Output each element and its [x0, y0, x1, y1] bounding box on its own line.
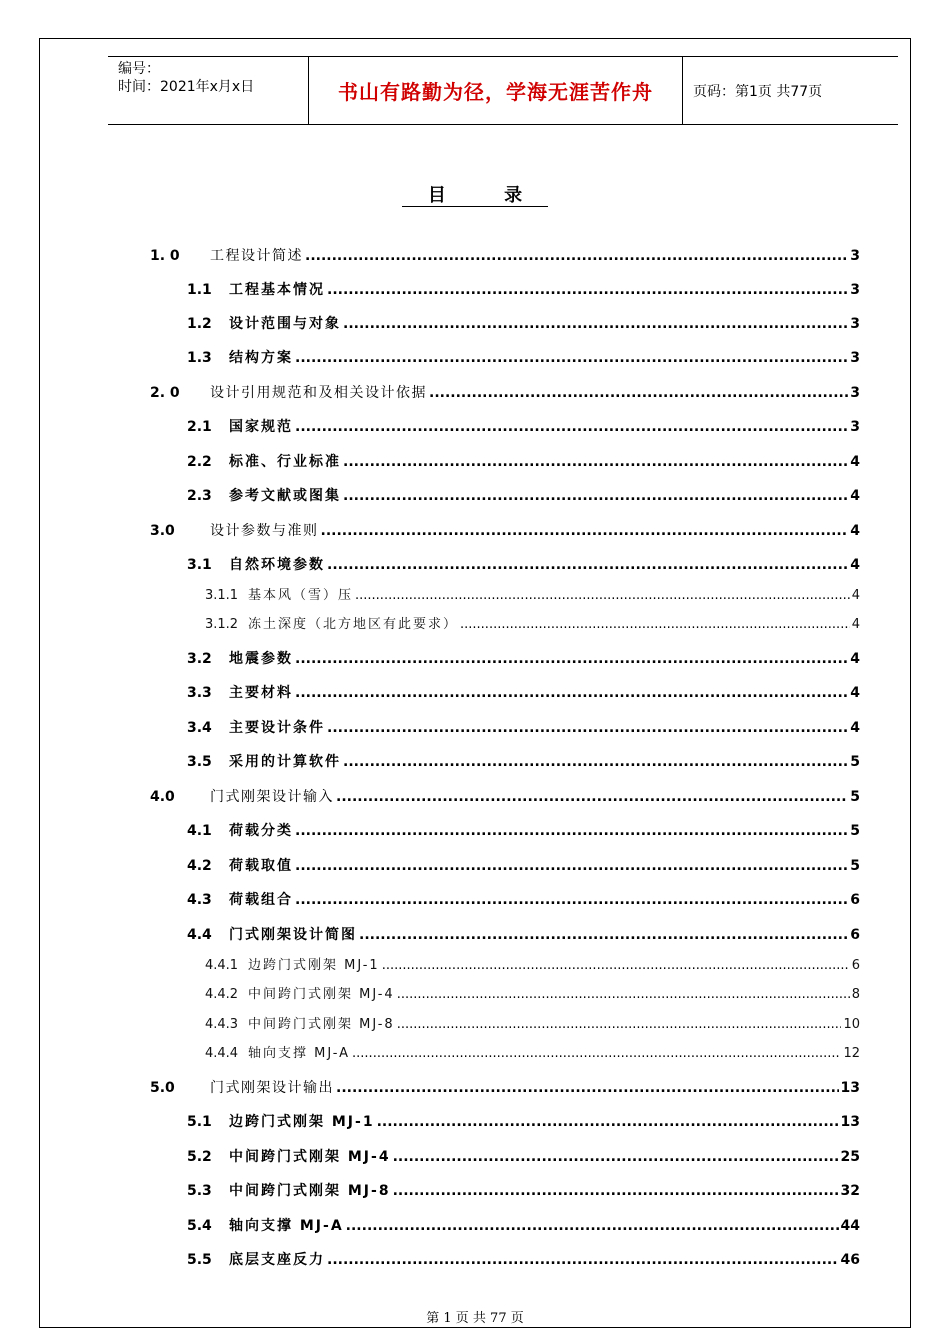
toc-leader — [359, 927, 848, 943]
toc-heading: 冻土深度（北方地区有此要求） — [248, 617, 459, 632]
toc-leader — [295, 685, 848, 701]
toc-leader — [393, 1149, 839, 1165]
toc-entry[interactable] — [150, 751, 860, 771]
toc-entry[interactable] — [150, 855, 860, 875]
toc-page: 4 — [851, 617, 860, 632]
toc-leader — [295, 892, 848, 908]
toc-entry[interactable] — [150, 451, 860, 471]
toc-heading: 中间跨门式刚架 MJ-4 — [248, 987, 395, 1002]
toc-leader — [397, 1017, 842, 1032]
toc-page: 4 — [850, 557, 860, 573]
toc-leader — [382, 958, 850, 973]
toc-entry[interactable] — [150, 648, 860, 668]
toc-heading: 轴向支撑 MJ-A — [248, 1046, 351, 1061]
toc-number: 2.3 — [187, 488, 212, 504]
toc-number: 2. 0 — [150, 385, 180, 401]
toc-page: 3 — [850, 316, 860, 332]
toc-entry[interactable] — [150, 520, 860, 540]
toc-heading: 设计参数与准则 — [210, 523, 319, 539]
toc-page: 4 — [850, 651, 860, 667]
toc-entry[interactable] — [150, 1111, 860, 1131]
toc-entry[interactable] — [150, 313, 860, 333]
toc-number: 3.3 — [187, 685, 212, 701]
toc-page: 5 — [850, 789, 860, 805]
toc-heading: 标准、行业标准 — [229, 454, 341, 470]
toc-entry[interactable] — [150, 245, 860, 265]
number-label: 编号： — [118, 61, 160, 77]
toc-page: 4 — [850, 720, 860, 736]
toc-title-text: 目 录 — [402, 185, 548, 207]
toc-number: 5.5 — [187, 1252, 212, 1268]
header-page-cell — [683, 57, 898, 124]
toc-number: 5.0 — [150, 1080, 175, 1096]
toc-page: 3 — [850, 248, 860, 264]
toc-leader — [327, 557, 848, 573]
toc-entry[interactable] — [150, 717, 860, 737]
toc-number: 3.2 — [187, 651, 212, 667]
toc-leader — [393, 1183, 839, 1199]
toc-entry[interactable] — [150, 954, 860, 973]
toc-page: 3 — [850, 282, 860, 298]
toc-page: 10 — [843, 1017, 860, 1032]
toc-number: 4.4.2 — [205, 987, 239, 1002]
toc-page: 8 — [851, 987, 860, 1002]
toc-heading: 荷载组合 — [229, 892, 293, 908]
toc-number: 2.2 — [187, 454, 212, 470]
toc-leader — [305, 248, 848, 264]
toc-page: 46 — [840, 1252, 860, 1268]
toc-number: 3.4 — [187, 720, 212, 736]
toc-number: 1.3 — [187, 350, 212, 366]
toc-leader — [429, 385, 848, 401]
toc-leader — [346, 1218, 839, 1234]
toc-entry[interactable] — [150, 382, 860, 402]
toc-heading: 门式刚架设计简图 — [229, 927, 357, 943]
toc-page: 13 — [840, 1114, 860, 1130]
header-motto-cell — [309, 57, 683, 124]
page-info: 页码：第1页 共77页 — [693, 83, 823, 100]
toc-page: 44 — [840, 1218, 860, 1234]
toc-entry[interactable] — [150, 613, 860, 632]
toc-page: 6 — [850, 927, 860, 943]
toc-number: 3.1 — [187, 557, 212, 573]
toc-heading: 设计引用规范和及相关设计依据 — [210, 385, 427, 401]
toc-number: 2.1 — [187, 419, 212, 435]
toc-entry[interactable] — [150, 1215, 860, 1235]
toc-number: 1. 0 — [150, 248, 180, 264]
toc-leader — [327, 720, 848, 736]
toc-page: 12 — [843, 1046, 860, 1061]
toc-heading: 基本风（雪）压 — [248, 588, 354, 603]
toc-page: 13 — [840, 1080, 860, 1096]
toc-page: 6 — [851, 958, 860, 973]
toc-entry[interactable] — [150, 1180, 860, 1200]
toc-entry[interactable] — [150, 485, 860, 505]
toc-heading: 中间跨门式刚架 MJ-4 — [229, 1149, 391, 1165]
toc-page: 5 — [850, 823, 860, 839]
toc-entry[interactable] — [150, 1042, 860, 1061]
toc-number: 4.4 — [187, 927, 212, 943]
toc-page: 3 — [850, 419, 860, 435]
toc-leader — [352, 1046, 841, 1061]
toc-entry[interactable] — [150, 889, 860, 909]
toc-number: 3.0 — [150, 523, 175, 539]
toc-leader — [321, 523, 849, 539]
toc-entry[interactable] — [150, 279, 860, 299]
toc-heading: 国家规范 — [229, 419, 293, 435]
toc-heading: 轴向支撑 MJ-A — [229, 1218, 344, 1234]
toc-page: 4 — [850, 454, 860, 470]
toc-number: 4.4.1 — [205, 958, 239, 973]
toc-page: 4 — [851, 588, 860, 603]
toc-entry[interactable] — [150, 820, 860, 840]
toc-number: 4.2 — [187, 858, 212, 874]
toc-leader — [343, 754, 848, 770]
toc-heading: 边跨门式刚架 MJ-1 — [229, 1114, 375, 1130]
toc-entry[interactable] — [150, 786, 860, 806]
toc-page: 5 — [850, 858, 860, 874]
toc-entry[interactable] — [150, 1077, 860, 1097]
toc-heading: 工程设计简述 — [210, 248, 303, 264]
page-header — [108, 56, 898, 125]
toc-leader — [355, 588, 850, 603]
toc-leader — [295, 350, 848, 366]
toc-entry[interactable] — [150, 924, 860, 944]
toc-number: 3.1.2 — [205, 617, 239, 632]
toc-number: 4.3 — [187, 892, 212, 908]
toc-heading: 荷载分类 — [229, 823, 293, 839]
toc-entry[interactable] — [150, 554, 860, 574]
toc-entry[interactable] — [150, 983, 860, 1002]
toc-page: 6 — [850, 892, 860, 908]
toc-leader — [343, 454, 848, 470]
toc-heading: 中间跨门式刚架 MJ-8 — [248, 1017, 395, 1032]
toc-page: 3 — [850, 385, 860, 401]
toc-page: 25 — [840, 1149, 860, 1165]
toc-leader — [295, 651, 848, 667]
toc-leader — [343, 316, 848, 332]
toc-number: 5.2 — [187, 1149, 212, 1165]
toc-number: 1.1 — [187, 282, 212, 298]
toc-entry[interactable] — [150, 584, 860, 603]
toc-number: 4.4.3 — [205, 1017, 239, 1032]
toc-heading: 工程基本情况 — [229, 282, 325, 298]
toc-entry[interactable] — [150, 347, 860, 367]
toc-page: 32 — [840, 1183, 860, 1199]
toc-heading: 地震参数 — [229, 651, 293, 667]
toc-page: 4 — [850, 685, 860, 701]
toc-leader — [377, 1114, 839, 1130]
toc-number: 4.1 — [187, 823, 212, 839]
toc-heading: 门式刚架设计输出 — [210, 1080, 334, 1096]
toc-heading: 荷载取值 — [229, 858, 293, 874]
toc-heading: 自然环境参数 — [229, 557, 325, 573]
toc-leader — [336, 789, 848, 805]
time-label: 时间：2021年x月x日 — [118, 79, 255, 95]
toc-leader — [295, 823, 848, 839]
toc-heading: 采用的计算软件 — [229, 754, 341, 770]
toc-entry[interactable] — [150, 1249, 860, 1269]
toc-heading: 边跨门式刚架 MJ-1 — [248, 958, 380, 973]
toc-leader — [295, 419, 848, 435]
toc-heading: 参考文献或图集 — [229, 488, 341, 504]
toc-heading: 门式刚架设计输入 — [210, 789, 334, 805]
toc-page: 3 — [850, 350, 860, 366]
toc-leader — [295, 858, 848, 874]
motto: 书山有路勤为径，学海无涯苦作舟 — [338, 80, 653, 104]
header-meta — [108, 57, 309, 124]
toc-number: 5.3 — [187, 1183, 212, 1199]
page-footer: 第 1 页 共 77 页 — [426, 1311, 524, 1326]
toc-leader — [397, 987, 850, 1002]
toc-leader — [460, 617, 850, 632]
toc-heading: 主要设计条件 — [229, 720, 325, 736]
toc-number: 5.4 — [187, 1218, 212, 1234]
toc-leader — [336, 1080, 839, 1096]
toc-page: 4 — [850, 523, 860, 539]
toc-number: 3.1.1 — [205, 588, 239, 603]
toc-page: 4 — [850, 488, 860, 504]
toc-heading: 中间跨门式刚架 MJ-8 — [229, 1183, 391, 1199]
toc-heading: 主要材料 — [229, 685, 293, 701]
toc-heading: 设计范围与对象 — [229, 316, 341, 332]
toc-leader — [343, 488, 848, 504]
toc-heading: 底层支座反力 — [229, 1252, 325, 1268]
toc-entry[interactable] — [150, 1013, 860, 1032]
toc-number: 4.0 — [150, 789, 175, 805]
toc-leader — [327, 1252, 839, 1268]
toc-heading: 结构方案 — [229, 350, 293, 366]
toc-number: 5.1 — [187, 1114, 212, 1130]
toc-leader — [327, 282, 848, 298]
toc-title — [0, 181, 950, 207]
toc-page: 5 — [850, 754, 860, 770]
toc-entry[interactable] — [150, 682, 860, 702]
toc-number: 1.2 — [187, 316, 212, 332]
toc-entry[interactable] — [150, 416, 860, 436]
toc-entry[interactable] — [150, 1146, 860, 1166]
toc-number: 4.4.4 — [205, 1046, 239, 1061]
toc-number: 3.5 — [187, 754, 212, 770]
